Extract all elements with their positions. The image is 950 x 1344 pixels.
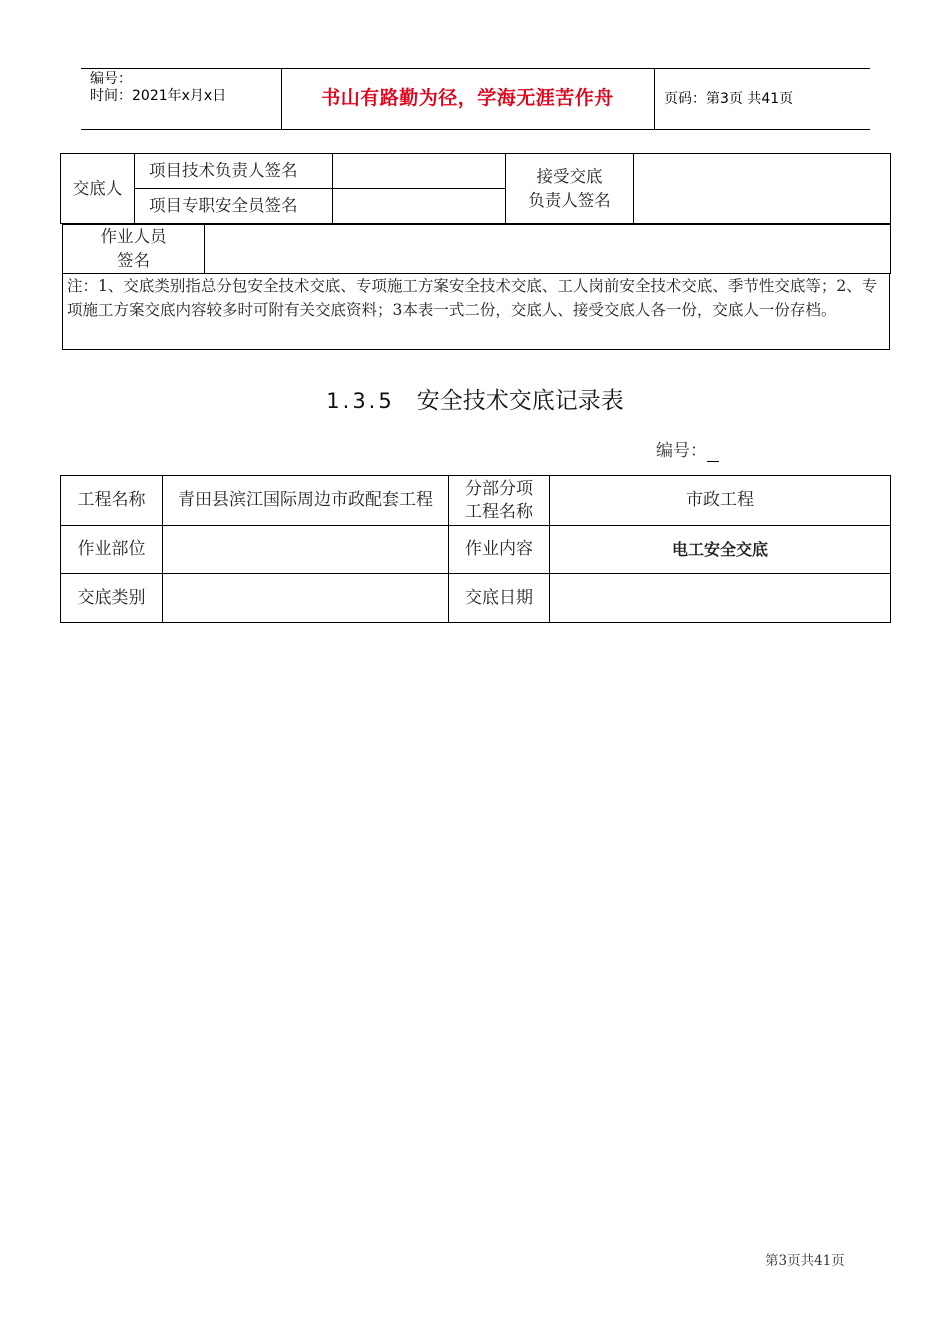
workers-signature-field[interactable] [205, 225, 891, 274]
header-motto: 书山有路勤为径，学海无涯苦作舟 [321, 87, 614, 109]
work-content-value[interactable]: 电工安全交底 [550, 526, 891, 574]
header-divider [654, 69, 655, 129]
safety-officer-signature-field[interactable] [333, 189, 506, 224]
disclosure-date-label: 交底日期 [449, 574, 550, 623]
record-serial-field[interactable] [707, 443, 719, 462]
workers-signature-table [62, 224, 891, 274]
record-serial-label: 编号： [656, 441, 707, 461]
category-label: 交底类别 [61, 574, 163, 623]
section-title-text: 安全技术交底记录表 [416, 388, 624, 414]
signature-table [60, 153, 891, 224]
sub-project-label: 分部分项 工程名称 [449, 476, 550, 526]
record-table [60, 475, 891, 623]
disclosure-date-value[interactable] [550, 574, 891, 623]
page-number-label: 页码：第3页 共41页 [664, 91, 794, 107]
table-note: 注：1、交底类别指总分包安全技术交底、专项施工方案安全技术交底、工人岗前安全技术交底、季节性交底等；2、专项施工方案交底内容较多时可附有关交底资料；3本表一式二份，交底人、接受交底人各一份，交底人一份存档。 [62, 273, 890, 350]
date-label: 时间：2021年x月x日 [90, 88, 227, 104]
work-location-label: 作业部位 [61, 526, 163, 574]
page-header [81, 68, 870, 130]
project-name-value[interactable]: 青田县滨江国际周边市政配套工程 [163, 476, 449, 526]
page-footer: 第3页共41页 [765, 1253, 845, 1269]
discloser-label: 交底人 [61, 154, 135, 224]
receiver-signature-field[interactable] [634, 154, 891, 224]
work-location-value[interactable] [163, 526, 449, 574]
tech-lead-signature-field[interactable] [333, 154, 506, 189]
safety-officer-label: 项目专职安全员签名 [135, 189, 333, 224]
serial-label: 编号： [90, 71, 132, 87]
sub-project-value[interactable]: 市政工程 [550, 476, 891, 526]
record-serial [656, 440, 719, 462]
section-title [0, 386, 950, 416]
workers-label: 作业人员 签名 [63, 225, 205, 274]
project-name-label: 工程名称 [61, 476, 163, 526]
section-number: 1.3.5 [326, 389, 395, 413]
work-content-label: 作业内容 [449, 526, 550, 574]
category-value[interactable] [163, 574, 449, 623]
receiver-label: 接受交底 负责人签名 [506, 154, 634, 224]
tech-lead-label: 项目技术负责人签名 [135, 154, 333, 189]
